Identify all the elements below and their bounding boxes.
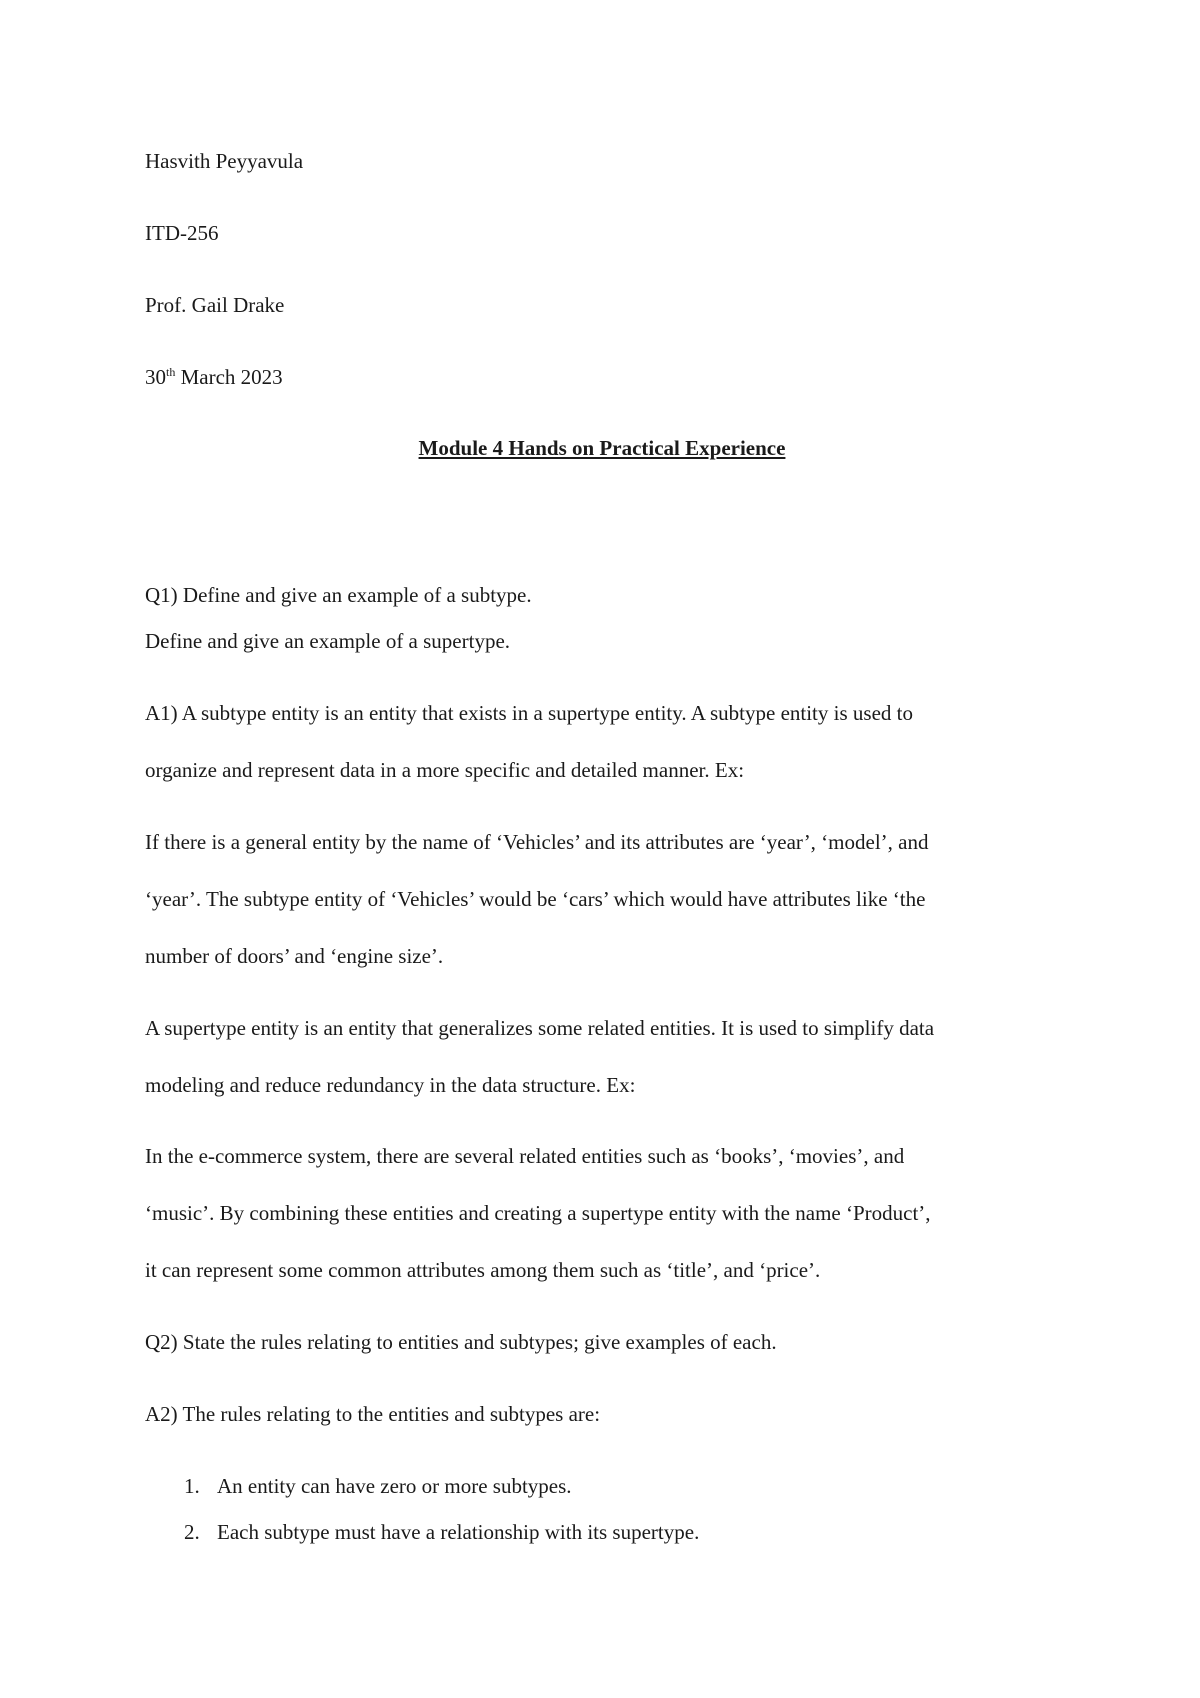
a1-line-2: organize and represent data in a more specific and detailed manner. Ex: — [145, 758, 745, 782]
rule-number: 1. — [184, 1474, 200, 1498]
date-suffix: th — [166, 365, 176, 379]
date-day: 30 — [145, 365, 166, 389]
date-rest: March 2023 — [175, 365, 283, 389]
example1-line-1: If there is a general entity by the name of ‘Vehicles’ and its attributes are ‘year’, ‘model’, and — [145, 830, 929, 854]
professor-name: Prof. Gail Drake — [145, 293, 285, 317]
example1-line-2: ‘year’. The subtype entity of ‘Vehicles’ would be ‘cars’ which would have attributes like ‘the — [145, 887, 926, 911]
date-line — [145, 363, 283, 391]
rule-text: An entity can have zero or more subtypes. — [217, 1474, 572, 1498]
course-code: ITD-256 — [145, 221, 219, 245]
author-name: Hasvith Peyyavula — [145, 149, 304, 173]
a1-line-1: A1) A subtype entity is an entity that exists in a supertype entity. A subtype entity is used to — [145, 701, 913, 725]
example2-line-3: it can represent some common attributes among them such as ‘title’, and ‘price’. — [145, 1258, 821, 1282]
document-title — [0, 434, 1200, 462]
q2-line: Q2) State the rules relating to entities and subtypes; give examples of each. — [145, 1330, 777, 1354]
rule-item-1 — [145, 1472, 572, 1500]
rule-item-2 — [145, 1518, 699, 1546]
example2-line-2: ‘music’. By combining these entities and creating a supertype entity with the name ‘Product’, — [145, 1201, 931, 1225]
document-title-text: Module 4 Hands on Practical Experience — [418, 436, 786, 460]
example1-line-3: number of doors’ and ‘engine size’. — [145, 944, 444, 968]
q1-line-1: Q1) Define and give an example of a subtype. — [145, 583, 532, 607]
rule-text: Each subtype must have a relationship with its supertype. — [217, 1520, 700, 1544]
supertype-def-line-1: A supertype entity is an entity that generalizes some related entities. It is used to simplify data — [145, 1016, 935, 1040]
example2-line-1: In the e-commerce system, there are several related entities such as ‘books’, ‘movies’, and — [145, 1144, 905, 1168]
rule-number: 2. — [184, 1520, 200, 1544]
q1-line-2: Define and give an example of a supertype. — [145, 629, 511, 653]
supertype-def-line-2: modeling and reduce redundancy in the data structure. Ex: — [145, 1073, 636, 1097]
a2-line: A2) The rules relating to the entities and subtypes are: — [145, 1402, 601, 1426]
